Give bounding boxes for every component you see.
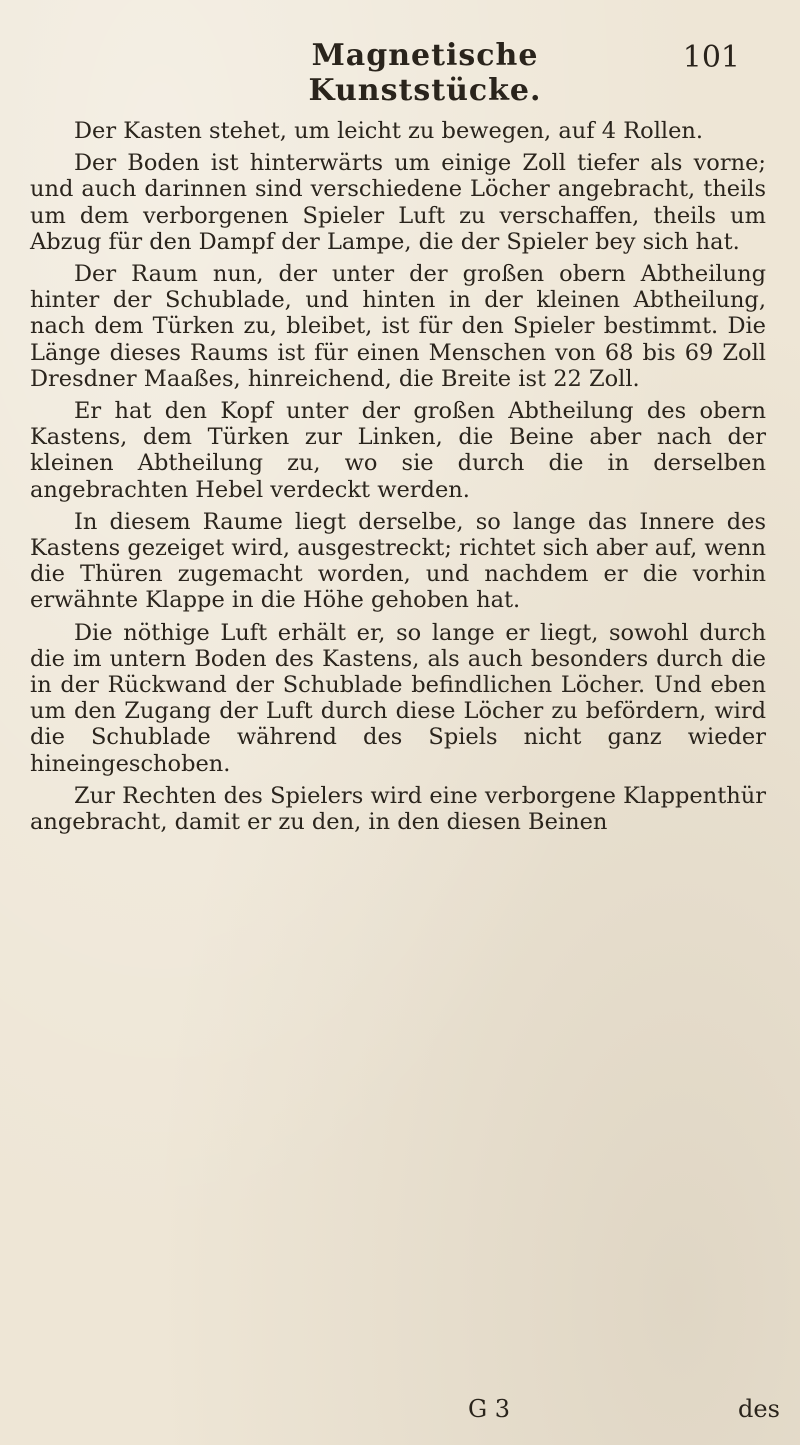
page-number: 101: [682, 40, 740, 75]
body-text: [30, 118, 766, 835]
paragraph: Der Boden ist hinterwärts um einige Zoll tiefer als vorne; und auch darinnen sind verschiedene Löcher angebracht, theils um dem verborgenen Spieler Luft zu verschaffen, theils um Abzug für den Dampf der Lampe, die der Spieler bey sich hat.: [30, 150, 766, 255]
page-header: [0, 38, 800, 108]
paragraph: Der Raum nun, der unter der großen obern Abtheilung hinter der Schublade, und hinten in der kleinen Abtheilung, nach dem Türken zu, bleibet, ist für den Spieler bestimmt. Die Länge dieses Raums ist für einen Menschen von 68 bis 69 Zoll Dresdner Maaßes, hinreichend, die Breite ist 22 Zoll.: [30, 261, 766, 392]
signature-mark: G 3: [468, 1395, 511, 1423]
paragraph: Der Kasten stehet, um leicht zu bewegen, auf 4 Rollen.: [74, 118, 704, 144]
running-head: Magnetische Kunststücke.: [308, 38, 542, 108]
paragraph: Zur Rechten des Spielers wird eine verborgene Klappenthür angebracht, damit er zu den, in den diesen Beinen: [30, 782, 766, 836]
paragraph: Die nöthige Luft erhält er, so lange er liegt, sowohl durch die im untern Boden des Kastens, als auch besonders durch die in der Rückwand der Schublade befindlichen Löcher. Und eben um den Zugang der Luft durch diese Löcher zu befördern, wird die Schublade während des Spiels nicht ganz wieder hineingeschoben.: [30, 619, 766, 777]
catchword: des: [738, 1395, 780, 1423]
page-footer: [0, 1395, 800, 1429]
paragraph: Er hat den Kopf unter der großen Abtheilung des obern Kastens, dem Türken zur Linken, die Beine aber nach der kleinen Abtheilung zu, wo sie durch die in derselben angebrachten Hebel verdeckt werden.: [30, 398, 766, 503]
paragraph: In diesem Raume liegt derselbe, so lange das Innere des Kastens gezeiget wird, ausgestreckt; richtet sich aber auf, wenn die Thüren zugemacht worden, und nachdem er die vorhin erwähnte Klappe in die Höhe gehoben hat.: [30, 508, 766, 614]
